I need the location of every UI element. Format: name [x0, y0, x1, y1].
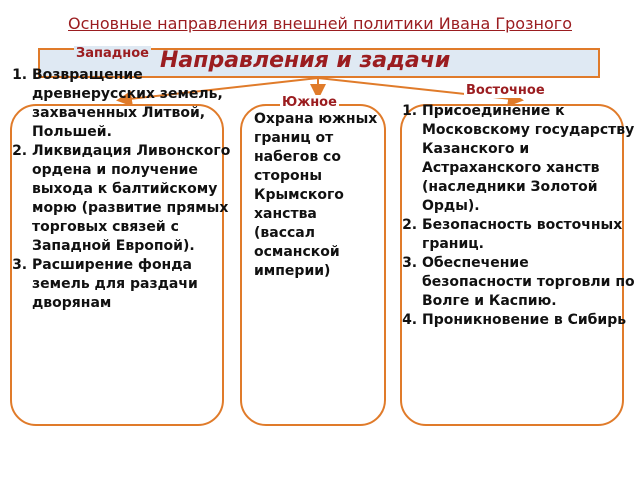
- east-task-list: [394, 102, 636, 330]
- banner-title: Направления и задачи: [160, 48, 451, 73]
- east-task-item: 4. Проникновение в Сибирь: [422, 311, 636, 330]
- south-task-text: Охрана южных границ от набегов со стороны Крымского ханства (вассал османской империи): [254, 111, 378, 279]
- east-heading: Восточное: [466, 83, 545, 98]
- west-task-item: 3. Расширение фонда земель для раздачи дворянам: [32, 256, 234, 313]
- east-task-item: 2. Безопасность восточных границ.: [422, 216, 636, 254]
- east-task-item: 3. Обеспечение безопасности торговли по Волге и Каспию.: [422, 254, 636, 311]
- west-heading: Западное: [76, 46, 149, 61]
- west-task-item: 1. Возвращение древнерусских земель, захваченных Литвой, Польшей.: [32, 66, 234, 142]
- east-task-item: 1. Присоединение к Московскому государству Казанского и Астраханского ханств (наследники Золотой Орды).: [422, 102, 636, 216]
- page-title: Основные направления внешней политики Ивана Грозного: [68, 14, 572, 33]
- west-task-list: [4, 66, 234, 313]
- south-heading: Южное: [282, 95, 337, 110]
- west-task-item: 2. Ликвидация Ливонского ордена и получение выхода к балтийскому морю (развитие прямых торговых связей с Западной Европой).: [32, 142, 234, 256]
